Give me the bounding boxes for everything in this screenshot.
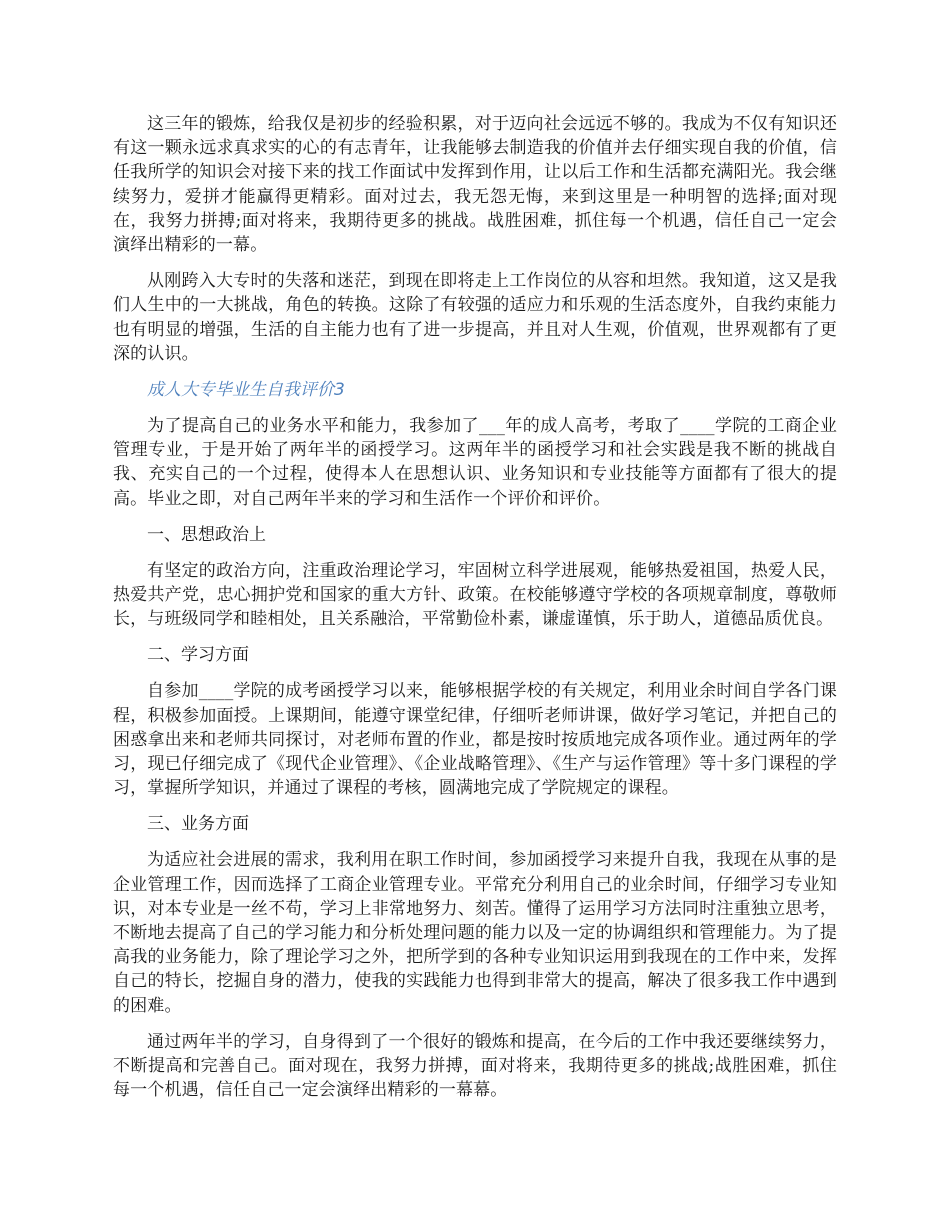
study-paragraph: 自参加____学院的成考函授学习以来，能够根据学校的有关规定，利用业余时间自学各门课程，积极参加面授。上课期间，能遵守课堂纪律，仔细听老师讲课，做好学习笔记，并把自己的困惑拿出来和老师共同探讨，对老师布置的作业，都是按时按质地完成各项作业。通过两年的学习，现已仔细完成了《现代企业管理》、《企业战略管理》、《生产与运作管理》等十多门课程的学习，掌握所学知识，并通过了课程的考核，圆满地完成了学院规定的课程。 xyxy=(113,681,837,799)
paragraph-2: 从刚跨入大专时的失落和迷茫，到现在即将走上工作岗位的从容和坦然。我知道，这又是我们人生中的一大挑战，角色的转换。这除了有较强的适应力和乐观的生活态度外，自我约束能力也有明显的增强，生活的自主能力也有了进一步提高，并且对人生观，价值观，世界观都有了更深的认识。 xyxy=(113,271,837,364)
intro-paragraph: 为了提高自己的业务水平和能力，我参加了___年的成人高考，考取了____学院的工商企业管理专业，于是开始了两年半的函授学习。这两年半的函授学习和社会实践是我不断的挑战自我、充实自己的一个过程，使得本人在思想认识、业务知识和专业技能等方面都有了很大的提高。毕业之即，对自己两年半来的学习和生活作一个评价和评价。 xyxy=(113,416,837,509)
subheading-study: 二、学习方面 xyxy=(147,645,249,666)
section-title: 成人大专毕业生自我评价3 xyxy=(147,380,345,401)
politics-paragraph: 有坚定的政治方向，注重政治理论学习，牢固树立科学进展观，能够热爱祖国，热爱人民，热爱共产党，忠心拥护党和国家的重大方针、政策。在校能够遵守学校的各项规章制度，尊敬师长，与班级同学和睦相处，且关系融洽，平常勤俭朴素，谦虚谨慎，乐于助人，道德品质优良。 xyxy=(113,560,837,630)
business-paragraph: 为适应社会进展的需求，我利用在职工作时间，参加函授学习来提升自我，我现在从事的是企业管理工作，因而选择了工商企业管理专业。平常充分利用自己的业余时间，仔细学习专业知识，对本专业是一丝不苟，学习上非常地努力、刻苦。懂得了运用学习方法同时注重独立思考，不断地去提高了自己的学习能力和分析处理问题的能力以及一定的协调组织和管理能力。为了提高我的业务能力，除了理论学习之外，把所学到的各种专业知识运用到我现在的工作中来，发挥自己的特长，挖掘自身的潜力，使我的实践能力也得到非常大的提高，解决了很多我工作中遇到的困难。 xyxy=(113,850,837,1016)
subheading-business: 三、业务方面 xyxy=(147,814,249,835)
paragraph-1: 这三年的锻炼，给我仅是初步的经验积累，对于迈向社会远远不够的。我成为不仅有知识还有这一颗永远求真求实的心的有志青年，让我能够去制造我的价值并去仔细实现自我的价值，信任我所学的知识会对接下来的找工作面试中发挥到作用，让以后工作和生活都充满阳光。我会继续努力，爱拼才能赢得更精彩。面对过去，我无怨无悔，来到这里是一种明智的选择;面对现在，我努力拼搏;面对将来，我期待更多的挑战。战胜困难，抓住每一个机遇，信任自己一定会演绎出精彩的一幕。 xyxy=(113,114,837,256)
subheading-politics: 一、思想政治上 xyxy=(147,524,266,545)
closing-paragraph: 通过两年半的学习，自身得到了一个很好的锻炼和提高，在今后的工作中我还要继续努力，不断提高和完善自己。面对现在，我努力拼搏，面对将来，我期待更多的挑战;战胜困难，抓住每一个机遇，信任自己一定会演绎出精彩的一幕幕。 xyxy=(113,1031,837,1101)
document-page xyxy=(113,112,837,1115)
